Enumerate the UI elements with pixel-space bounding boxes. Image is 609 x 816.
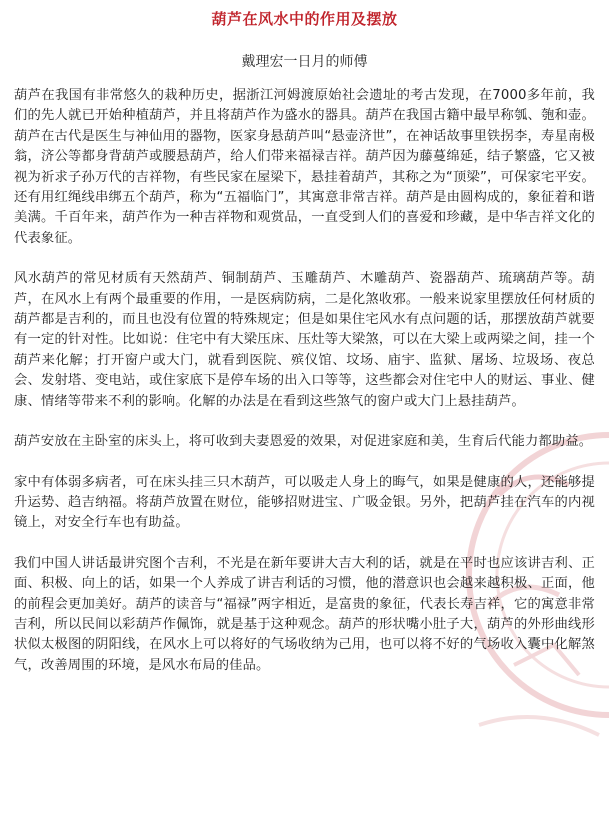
paragraph-meaning: 我们中国人讲话最讲究图个吉利，不光是在新年要讲大吉大利的话，就是在平时也应该讲吉利、正面、积极、向上的话，如果一个人养成了讲吉利话的习惯，他的潜意识也会越来越积极、正面，他的前程会更加美好。葫芦的读音与“福禄”两字相近，是富贵的象征，代表长寿吉祥，它的寓意非常吉利，所以民间以彩葫芦作佩饰，就是基于这种观念。葫芦的形状嘴小肚子大，葫芦的外形曲线形状似太极图的阴阳线，在风水上可以将好的气场收纳为己用，也可以将不好的气场收入囊中化解煞气，改善周围的环境，是风水布局的佳品。: [14, 555, 595, 673]
paragraph-materials: 风水葫芦的常见材质有天然葫芦、铜制葫芦、玉雕葫芦、木雕葫芦、瓷器葫芦、琉璃葫芦等。葫芦，在风水上有两个最重要的作用，一是医病防病，二是化煞收邪。一般来说家里摆放任何材质的葫芦都是吉利的，而且也没有位置的特殊规定；但是如果住宅风水有点问题的话，那摆放葫芦就要有一定的针对性。比如说：住宅中有大梁压床、压灶等大梁煞，可以在大梁上或两梁之间，挂一个葫芦来化解；打开窗户或大门，就看到医院、殡仪馆、坟场、庙宇、监狱、屠场、垃圾场、夜总会、发射塔、变电站，或住家底下是停车场的出入口等等，这些都会对住宅中人的财运、事业、健康、情绪等带来不利的影响。化解的办法是在看到这些煞气的窗户或大门上悬挂葫芦。: [14, 271, 595, 409]
paragraph-bedroom: 葫芦安放在主卧室的床头上，将可收到夫妻恩爱的效果，对促进家庭和美，生育后代能力都助益。: [14, 434, 593, 450]
page-title: 葫芦在风水中的作用及摆放: [211, 10, 398, 28]
paragraph-health: 家中有体弱多病者，可在床头挂三只木葫芦，可以吸走人身上的晦气，如果是健康的人，还能够提升运势、趋吉纳福。将葫芦放置在财位，能够招财进宝、广吸金银。另外，把葫芦挂在汽车的内视镜上，对安全行车也有助益。: [14, 474, 595, 531]
author-line: 戴理宏一日月的师傅: [241, 54, 368, 70]
paragraph-history: 葫芦在我国有非常悠久的栽种历史，据浙江河姆渡原始社会遗址的考古发现，在7000多年前，我们的先人就已开始种植葫芦，并且将葫芦作为盛水的器具。葫芦在我国古籍中最早称瓠、匏和壶。葫芦在古代是医生与神仙用的器物，医家身悬葫芦叫“悬壶济世”，在神话故事里铁拐李，寿星南极翁，济公等都身背葫芦或腰悬葫芦，给人们带来福禄吉祥。葫芦因为藤蔓绵延，结子繁盛，它又被视为祈求子孙万代的吉祥物，有些民家在屋梁下，悬挂着葫芦，其称之为“顶梁”，可保家宅平安。还有用红绳线串绑五个葫芦，称为“五福临门”，其寓意非常吉祥。葫芦是由圆构成的，象征着和谐美满。千百年来，葫芦作为一种吉祥物和观赏品，一直受到人们的喜爱和珍藏，是中华吉祥文化的代表象征。: [14, 88, 595, 246]
